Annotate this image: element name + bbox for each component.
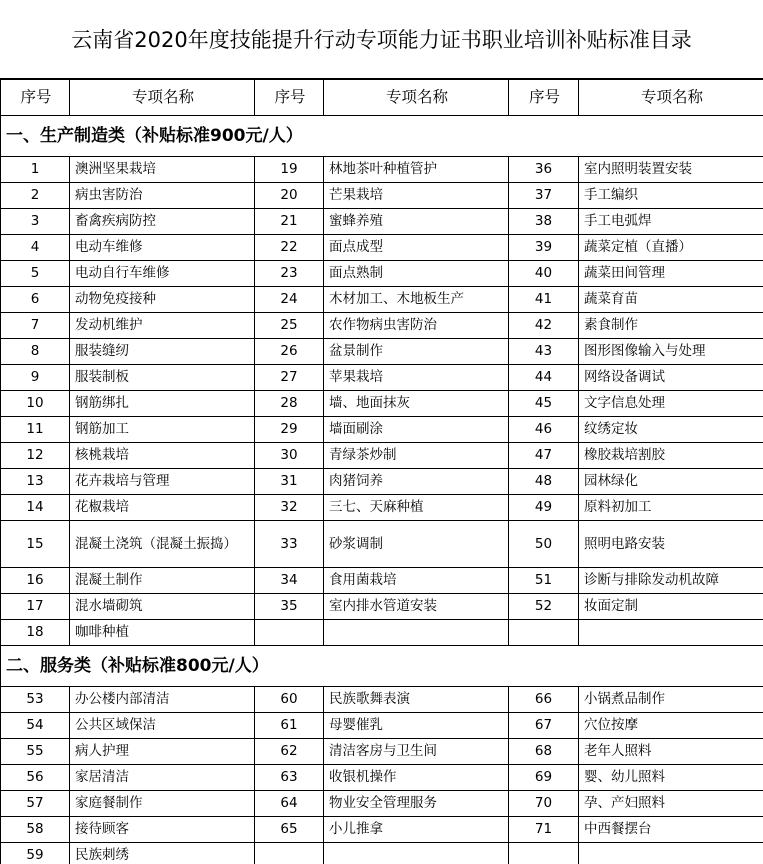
item-number: 15 bbox=[1, 521, 70, 568]
item-number: 28 bbox=[255, 391, 324, 417]
header-row bbox=[1, 80, 763, 116]
item-name: 原料初加工 bbox=[579, 495, 763, 521]
item-number: 70 bbox=[509, 791, 579, 817]
item-name: 清洁客房与卫生间 bbox=[324, 739, 509, 765]
item-number: 55 bbox=[1, 739, 70, 765]
subsidy-table bbox=[0, 79, 763, 864]
table-row bbox=[1, 843, 763, 864]
table-row bbox=[1, 443, 763, 469]
item-name: 蔬菜田间管理 bbox=[579, 261, 763, 287]
item-number: 29 bbox=[255, 417, 324, 443]
item-number: 59 bbox=[1, 843, 70, 864]
section-header-row bbox=[1, 646, 763, 687]
item-name: 诊断与排除发动机故障 bbox=[579, 568, 763, 594]
item-name: 穴位按摩 bbox=[579, 713, 763, 739]
table-row bbox=[1, 339, 763, 365]
header-name: 专项名称 bbox=[579, 80, 763, 116]
item-name: 盆景制作 bbox=[324, 339, 509, 365]
item-number: 53 bbox=[1, 687, 70, 713]
item-number: 1 bbox=[1, 157, 70, 183]
item-number: 68 bbox=[509, 739, 579, 765]
item-number: 35 bbox=[255, 594, 324, 620]
item-name bbox=[324, 843, 509, 864]
table-row bbox=[1, 495, 763, 521]
item-number: 57 bbox=[1, 791, 70, 817]
item-number: 9 bbox=[1, 365, 70, 391]
item-number: 63 bbox=[255, 765, 324, 791]
item-name bbox=[324, 620, 509, 646]
item-name: 蔬菜育苗 bbox=[579, 287, 763, 313]
item-name bbox=[579, 843, 763, 864]
item-number bbox=[509, 843, 579, 864]
item-name: 面点成型 bbox=[324, 235, 509, 261]
item-name: 母婴催乳 bbox=[324, 713, 509, 739]
item-number: 16 bbox=[1, 568, 70, 594]
item-number: 31 bbox=[255, 469, 324, 495]
item-name: 墙面刷涂 bbox=[324, 417, 509, 443]
table-row bbox=[1, 209, 763, 235]
item-number: 56 bbox=[1, 765, 70, 791]
item-number: 44 bbox=[509, 365, 579, 391]
header-seq: 序号 bbox=[509, 80, 579, 116]
table-row bbox=[1, 287, 763, 313]
item-number: 25 bbox=[255, 313, 324, 339]
item-number bbox=[255, 620, 324, 646]
item-name: 混水墙砌筑 bbox=[70, 594, 255, 620]
item-number: 37 bbox=[509, 183, 579, 209]
table-row bbox=[1, 739, 763, 765]
item-name: 三七、天麻种植 bbox=[324, 495, 509, 521]
item-name: 墙、地面抹灰 bbox=[324, 391, 509, 417]
table-row bbox=[1, 713, 763, 739]
item-name: 家居清洁 bbox=[70, 765, 255, 791]
item-number bbox=[255, 843, 324, 864]
table-row bbox=[1, 568, 763, 594]
item-number: 19 bbox=[255, 157, 324, 183]
item-number: 11 bbox=[1, 417, 70, 443]
item-name: 病虫害防治 bbox=[70, 183, 255, 209]
item-number: 45 bbox=[509, 391, 579, 417]
section-heading: 二、服务类（补贴标准800元/人） bbox=[1, 646, 763, 687]
item-name: 图形图像输入与处理 bbox=[579, 339, 763, 365]
item-name: 动物免疫接种 bbox=[70, 287, 255, 313]
item-number: 10 bbox=[1, 391, 70, 417]
item-number: 65 bbox=[255, 817, 324, 843]
item-name: 小锅煮品制作 bbox=[579, 687, 763, 713]
item-name: 蜜蜂养殖 bbox=[324, 209, 509, 235]
item-number: 12 bbox=[1, 443, 70, 469]
table-row bbox=[1, 235, 763, 261]
item-number: 49 bbox=[509, 495, 579, 521]
item-number: 20 bbox=[255, 183, 324, 209]
item-name: 花卉栽培与管理 bbox=[70, 469, 255, 495]
item-number: 51 bbox=[509, 568, 579, 594]
item-number: 40 bbox=[509, 261, 579, 287]
item-name: 肉猪饲养 bbox=[324, 469, 509, 495]
item-name: 混凝土制作 bbox=[70, 568, 255, 594]
item-number: 47 bbox=[509, 443, 579, 469]
table-row bbox=[1, 620, 763, 646]
table-row bbox=[1, 469, 763, 495]
item-number: 23 bbox=[255, 261, 324, 287]
item-name: 照明电路安装 bbox=[579, 521, 763, 568]
item-number: 39 bbox=[509, 235, 579, 261]
header-seq: 序号 bbox=[1, 80, 70, 116]
item-number: 66 bbox=[509, 687, 579, 713]
item-number: 43 bbox=[509, 339, 579, 365]
item-name: 核桃栽培 bbox=[70, 443, 255, 469]
table-row bbox=[1, 791, 763, 817]
item-name: 食用菌栽培 bbox=[324, 568, 509, 594]
item-number: 69 bbox=[509, 765, 579, 791]
item-name: 园林绿化 bbox=[579, 469, 763, 495]
item-name: 钢筋加工 bbox=[70, 417, 255, 443]
item-number: 3 bbox=[1, 209, 70, 235]
item-name: 橡胶栽培割胶 bbox=[579, 443, 763, 469]
item-number: 60 bbox=[255, 687, 324, 713]
item-name: 民族刺绣 bbox=[70, 843, 255, 864]
item-number: 48 bbox=[509, 469, 579, 495]
item-name: 电动自行车维修 bbox=[70, 261, 255, 287]
item-number: 6 bbox=[1, 287, 70, 313]
item-name: 办公楼内部清洁 bbox=[70, 687, 255, 713]
item-number: 22 bbox=[255, 235, 324, 261]
header-name: 专项名称 bbox=[324, 80, 509, 116]
item-number: 27 bbox=[255, 365, 324, 391]
item-number: 38 bbox=[509, 209, 579, 235]
item-name: 芒果栽培 bbox=[324, 183, 509, 209]
document-title: 云南省2020年度技能提升行动专项能力证书职业培训补贴标准目录 bbox=[0, 0, 763, 79]
header-name: 专项名称 bbox=[70, 80, 255, 116]
item-name: 苹果栽培 bbox=[324, 365, 509, 391]
item-name: 手工电弧焊 bbox=[579, 209, 763, 235]
item-number: 7 bbox=[1, 313, 70, 339]
item-name: 咖啡种植 bbox=[70, 620, 255, 646]
item-number: 2 bbox=[1, 183, 70, 209]
table-row bbox=[1, 594, 763, 620]
item-name: 室内排水管道安装 bbox=[324, 594, 509, 620]
item-number: 24 bbox=[255, 287, 324, 313]
item-number: 42 bbox=[509, 313, 579, 339]
item-name: 妆面定制 bbox=[579, 594, 763, 620]
item-number: 62 bbox=[255, 739, 324, 765]
item-number: 61 bbox=[255, 713, 324, 739]
item-number: 58 bbox=[1, 817, 70, 843]
table-row bbox=[1, 765, 763, 791]
table-row bbox=[1, 261, 763, 287]
item-number: 17 bbox=[1, 594, 70, 620]
item-name: 民族歌舞表演 bbox=[324, 687, 509, 713]
item-name: 素食制作 bbox=[579, 313, 763, 339]
item-number: 30 bbox=[255, 443, 324, 469]
item-name: 服装制板 bbox=[70, 365, 255, 391]
item-name: 手工编织 bbox=[579, 183, 763, 209]
item-number: 46 bbox=[509, 417, 579, 443]
section-heading: 一、生产制造类（补贴标准900元/人） bbox=[1, 116, 763, 157]
header-seq: 序号 bbox=[255, 80, 324, 116]
item-number: 32 bbox=[255, 495, 324, 521]
table-row bbox=[1, 157, 763, 183]
item-name: 家庭餐制作 bbox=[70, 791, 255, 817]
item-number: 50 bbox=[509, 521, 579, 568]
item-name: 小儿推拿 bbox=[324, 817, 509, 843]
table-row bbox=[1, 687, 763, 713]
item-number: 5 bbox=[1, 261, 70, 287]
item-number: 71 bbox=[509, 817, 579, 843]
item-name: 混凝土浇筑（混凝土振捣） bbox=[70, 521, 255, 568]
item-name: 木材加工、木地板生产 bbox=[324, 287, 509, 313]
item-name: 青绿茶炒制 bbox=[324, 443, 509, 469]
item-name: 纹绣定妆 bbox=[579, 417, 763, 443]
item-number: 4 bbox=[1, 235, 70, 261]
item-name: 婴、幼儿照料 bbox=[579, 765, 763, 791]
section-header-row bbox=[1, 116, 763, 157]
item-name: 公共区域保洁 bbox=[70, 713, 255, 739]
item-number: 21 bbox=[255, 209, 324, 235]
item-name: 收银机操作 bbox=[324, 765, 509, 791]
item-name: 室内照明装置安装 bbox=[579, 157, 763, 183]
item-number: 14 bbox=[1, 495, 70, 521]
item-name: 花椒栽培 bbox=[70, 495, 255, 521]
item-name: 服装缝纫 bbox=[70, 339, 255, 365]
item-name: 文字信息处理 bbox=[579, 391, 763, 417]
item-name: 病人护理 bbox=[70, 739, 255, 765]
item-number: 33 bbox=[255, 521, 324, 568]
item-name: 物业安全管理服务 bbox=[324, 791, 509, 817]
item-name: 发动机维护 bbox=[70, 313, 255, 339]
table-row bbox=[1, 391, 763, 417]
item-number: 8 bbox=[1, 339, 70, 365]
item-name: 蔬菜定植（直播） bbox=[579, 235, 763, 261]
table-row bbox=[1, 817, 763, 843]
item-name: 网络设备调试 bbox=[579, 365, 763, 391]
item-name: 澳洲坚果栽培 bbox=[70, 157, 255, 183]
item-name: 砂浆调制 bbox=[324, 521, 509, 568]
item-name: 电动车维修 bbox=[70, 235, 255, 261]
item-number: 54 bbox=[1, 713, 70, 739]
item-name: 农作物病虫害防治 bbox=[324, 313, 509, 339]
item-number: 26 bbox=[255, 339, 324, 365]
item-name: 中西餐摆台 bbox=[579, 817, 763, 843]
table-row bbox=[1, 417, 763, 443]
item-number: 36 bbox=[509, 157, 579, 183]
table-row bbox=[1, 313, 763, 339]
item-name: 钢筋绑扎 bbox=[70, 391, 255, 417]
item-number: 18 bbox=[1, 620, 70, 646]
table-row bbox=[1, 365, 763, 391]
item-number: 67 bbox=[509, 713, 579, 739]
item-number: 13 bbox=[1, 469, 70, 495]
item-name: 林地茶叶种植管护 bbox=[324, 157, 509, 183]
item-number: 52 bbox=[509, 594, 579, 620]
item-number: 34 bbox=[255, 568, 324, 594]
table-row bbox=[1, 521, 763, 568]
item-name: 孕、产妇照料 bbox=[579, 791, 763, 817]
item-name: 面点熟制 bbox=[324, 261, 509, 287]
item-name: 接待顾客 bbox=[70, 817, 255, 843]
item-number: 41 bbox=[509, 287, 579, 313]
table-row bbox=[1, 183, 763, 209]
item-number bbox=[509, 620, 579, 646]
item-name: 老年人照料 bbox=[579, 739, 763, 765]
item-name bbox=[579, 620, 763, 646]
item-number: 64 bbox=[255, 791, 324, 817]
item-name: 畜禽疾病防控 bbox=[70, 209, 255, 235]
